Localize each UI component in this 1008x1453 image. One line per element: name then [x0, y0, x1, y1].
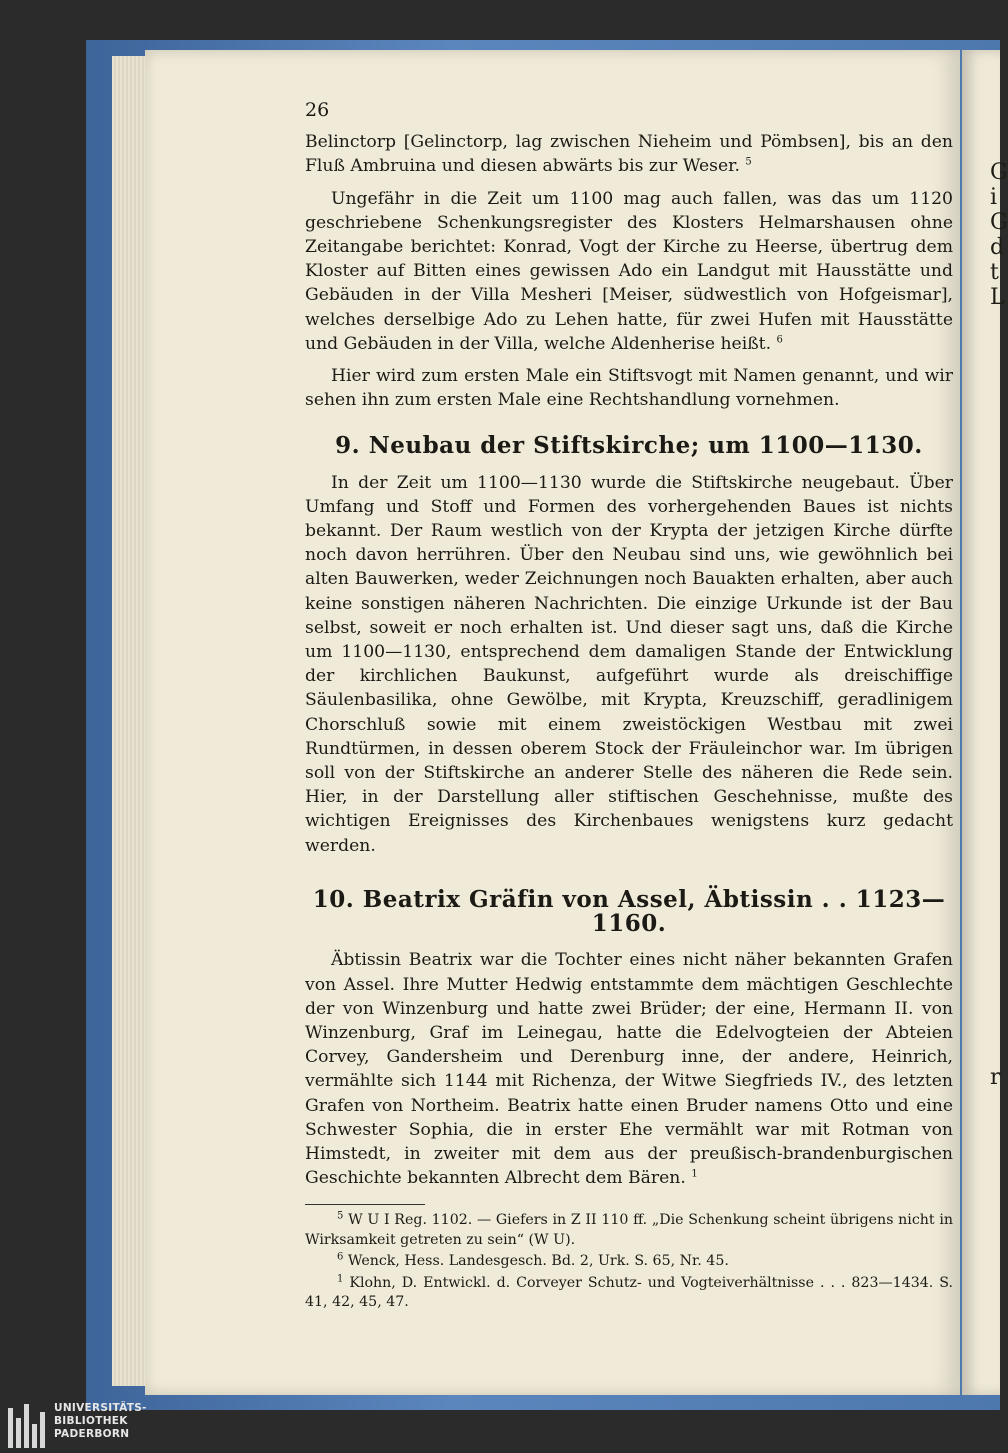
facing-letter: i [990, 185, 998, 210]
library-logo-icon [8, 1404, 48, 1448]
library-logo [8, 1400, 208, 1450]
footnote-mark: 5 [745, 156, 752, 168]
footnote-mark: 1 [691, 1168, 698, 1180]
footnote: $^1$ Klohn, D. Entwickl. d. Corveyer Schutz- und Vogteiverhältnisse . . . 823—1434. S. 41, 42, 45, 47. [305, 1273, 953, 1311]
facing-letter: d [990, 235, 1005, 260]
footnote: $^5$ W U I Reg. 1102. — Giefers in Z II 110 ff. „Die Schenkung scheint übrigens nicht in Wirksamkeit getreten zu sein“ (W U). [305, 1210, 953, 1248]
library-logo-text: UNIVERSITÄTS- BIBLIOTHEK PADERBORN [54, 1402, 147, 1440]
page-content [305, 98, 953, 1315]
facing-letter: L [990, 285, 1005, 310]
section-paragraph: In der Zeit um 1100—1130 wurde die Stiftskirche neugebaut. Über Umfang und Stoff und Formen des vorhergehenden Baues ist nichts bekannt. Der Raum westlich von der Krypta der jetzigen Kirche dürfte noch davon herrühren. Über den Neubau sind uns, wie gewöhnlich bei alten Bauwerken, weder Zeichnungen noch Bauakten erhalten, aber auch keine sonstigen näheren Nachrichten. Die einzige Urkunde ist der Bau selbst, soweit er noch erhalten ist. Und dieser sagt uns, daß die Kirche um 1100—1130, entsprechend dem damaligen Stande der Entwicklung der kirchlichen Baukunst, aufgeführt wurde als dreischiffige Säulenbasilika, ohne Gewölbe, mit Krypta, Kreuzschiff, geradlinigem Chorschluß sowie mit einem zweistöckigen Westbau mit zwei Rundtürmen, in dessen oberem Stock der Fräuleinchor war. Im übrigen soll von der Stiftskirche an anderer Stelle des näheren die Rede sein. Hier, in der Darstellung aller stiftischen Geschehnisse, mußte des wichtigen Ereignisses des Kirchenbaues wenigstens kurz gedacht werden. [305, 472, 953, 856]
footnotes [305, 1211, 953, 1313]
section-paragraph: Äbtissin Beatrix war die Tochter eines nicht näher bekannten Grafen von Assel. Ihre Mutter Hedwig entstammte dem mächtigen Geschlechte der von Winzenburg und hatte zwei Brüder; der eine, Hermann II. von Winzenburg, Graf im Leinegau, hatte die Edelvogteien der Abteien Corvey, Gandersheim und Derenburg inne, der andere, Heinrich, vermählte sich 1144 mit Richenza, der Witwe Siegfrieds IV., des letzten Grafen von Northeim. Beatrix hatte einen Bruder namens Otto und eine Schwester Sophia, die in erster Ehe vermählt war mit Rotman von Himstedt, in zweiter mit dem aus der preußisch-brandenburgischen Geschichte bekannten Albrecht dem Bären. $^1$ [305, 950, 953, 1189]
section-heading: 10. Beatrix Gräfin von Assel, Äbtissin . . 1123—1160. [312, 885, 946, 938]
footnote-mark: 6 [776, 334, 783, 346]
facing-letter: G [990, 160, 1008, 185]
page-number: 26 [305, 99, 330, 121]
intro-paragraph: Belinctorp [Gelinctorp, lag zwischen Nieheim und Pömbsen], bis an den Fluß Ambruina und diesen abwärts bis zur Weser. $^5$ [305, 132, 953, 177]
section-heading: 9. Neubau der Stiftskirche; um 1100—1130. [335, 432, 923, 460]
footnote-divider [305, 1204, 425, 1205]
footnote: $^6$ Wenck, Hess. Landesgesch. Bd. 2, Urk. S. 65, Nr. 45. [337, 1251, 729, 1270]
facing-letter: t [990, 260, 999, 285]
intro-paragraph: Hier wird zum ersten Male ein Stiftsvogt mit Namen genannt, und wir sehen ihn zum ersten Male eine Rechtshandlung vornehmen. [305, 366, 953, 411]
intro-paragraph: Ungefähr in die Zeit um 1100 mag auch fallen, was das um 1120 geschriebene Schenkungsregister des Klosters Helmarshausen ohne Zeitangabe berichtet: Konrad, Vogt der Kirche zu Heerse, übertrug dem Kloster auf Bitten eines gewissen Ado ein Landgut mit Hausstätte und Gebäuden in der Villa Mesheri [Meiser, südwestlich von Hofgeismar], welches derselbige Ado zu Lehen hatte, für zwei Hufen mit Hausstätte und Gebäuden in der Villa, welche Aldenherise heißt. $^6$ [305, 188, 953, 354]
facing-letter: G [990, 210, 1008, 235]
facing-page-strip [962, 50, 1008, 1395]
facing-letter: r [990, 1065, 1001, 1090]
